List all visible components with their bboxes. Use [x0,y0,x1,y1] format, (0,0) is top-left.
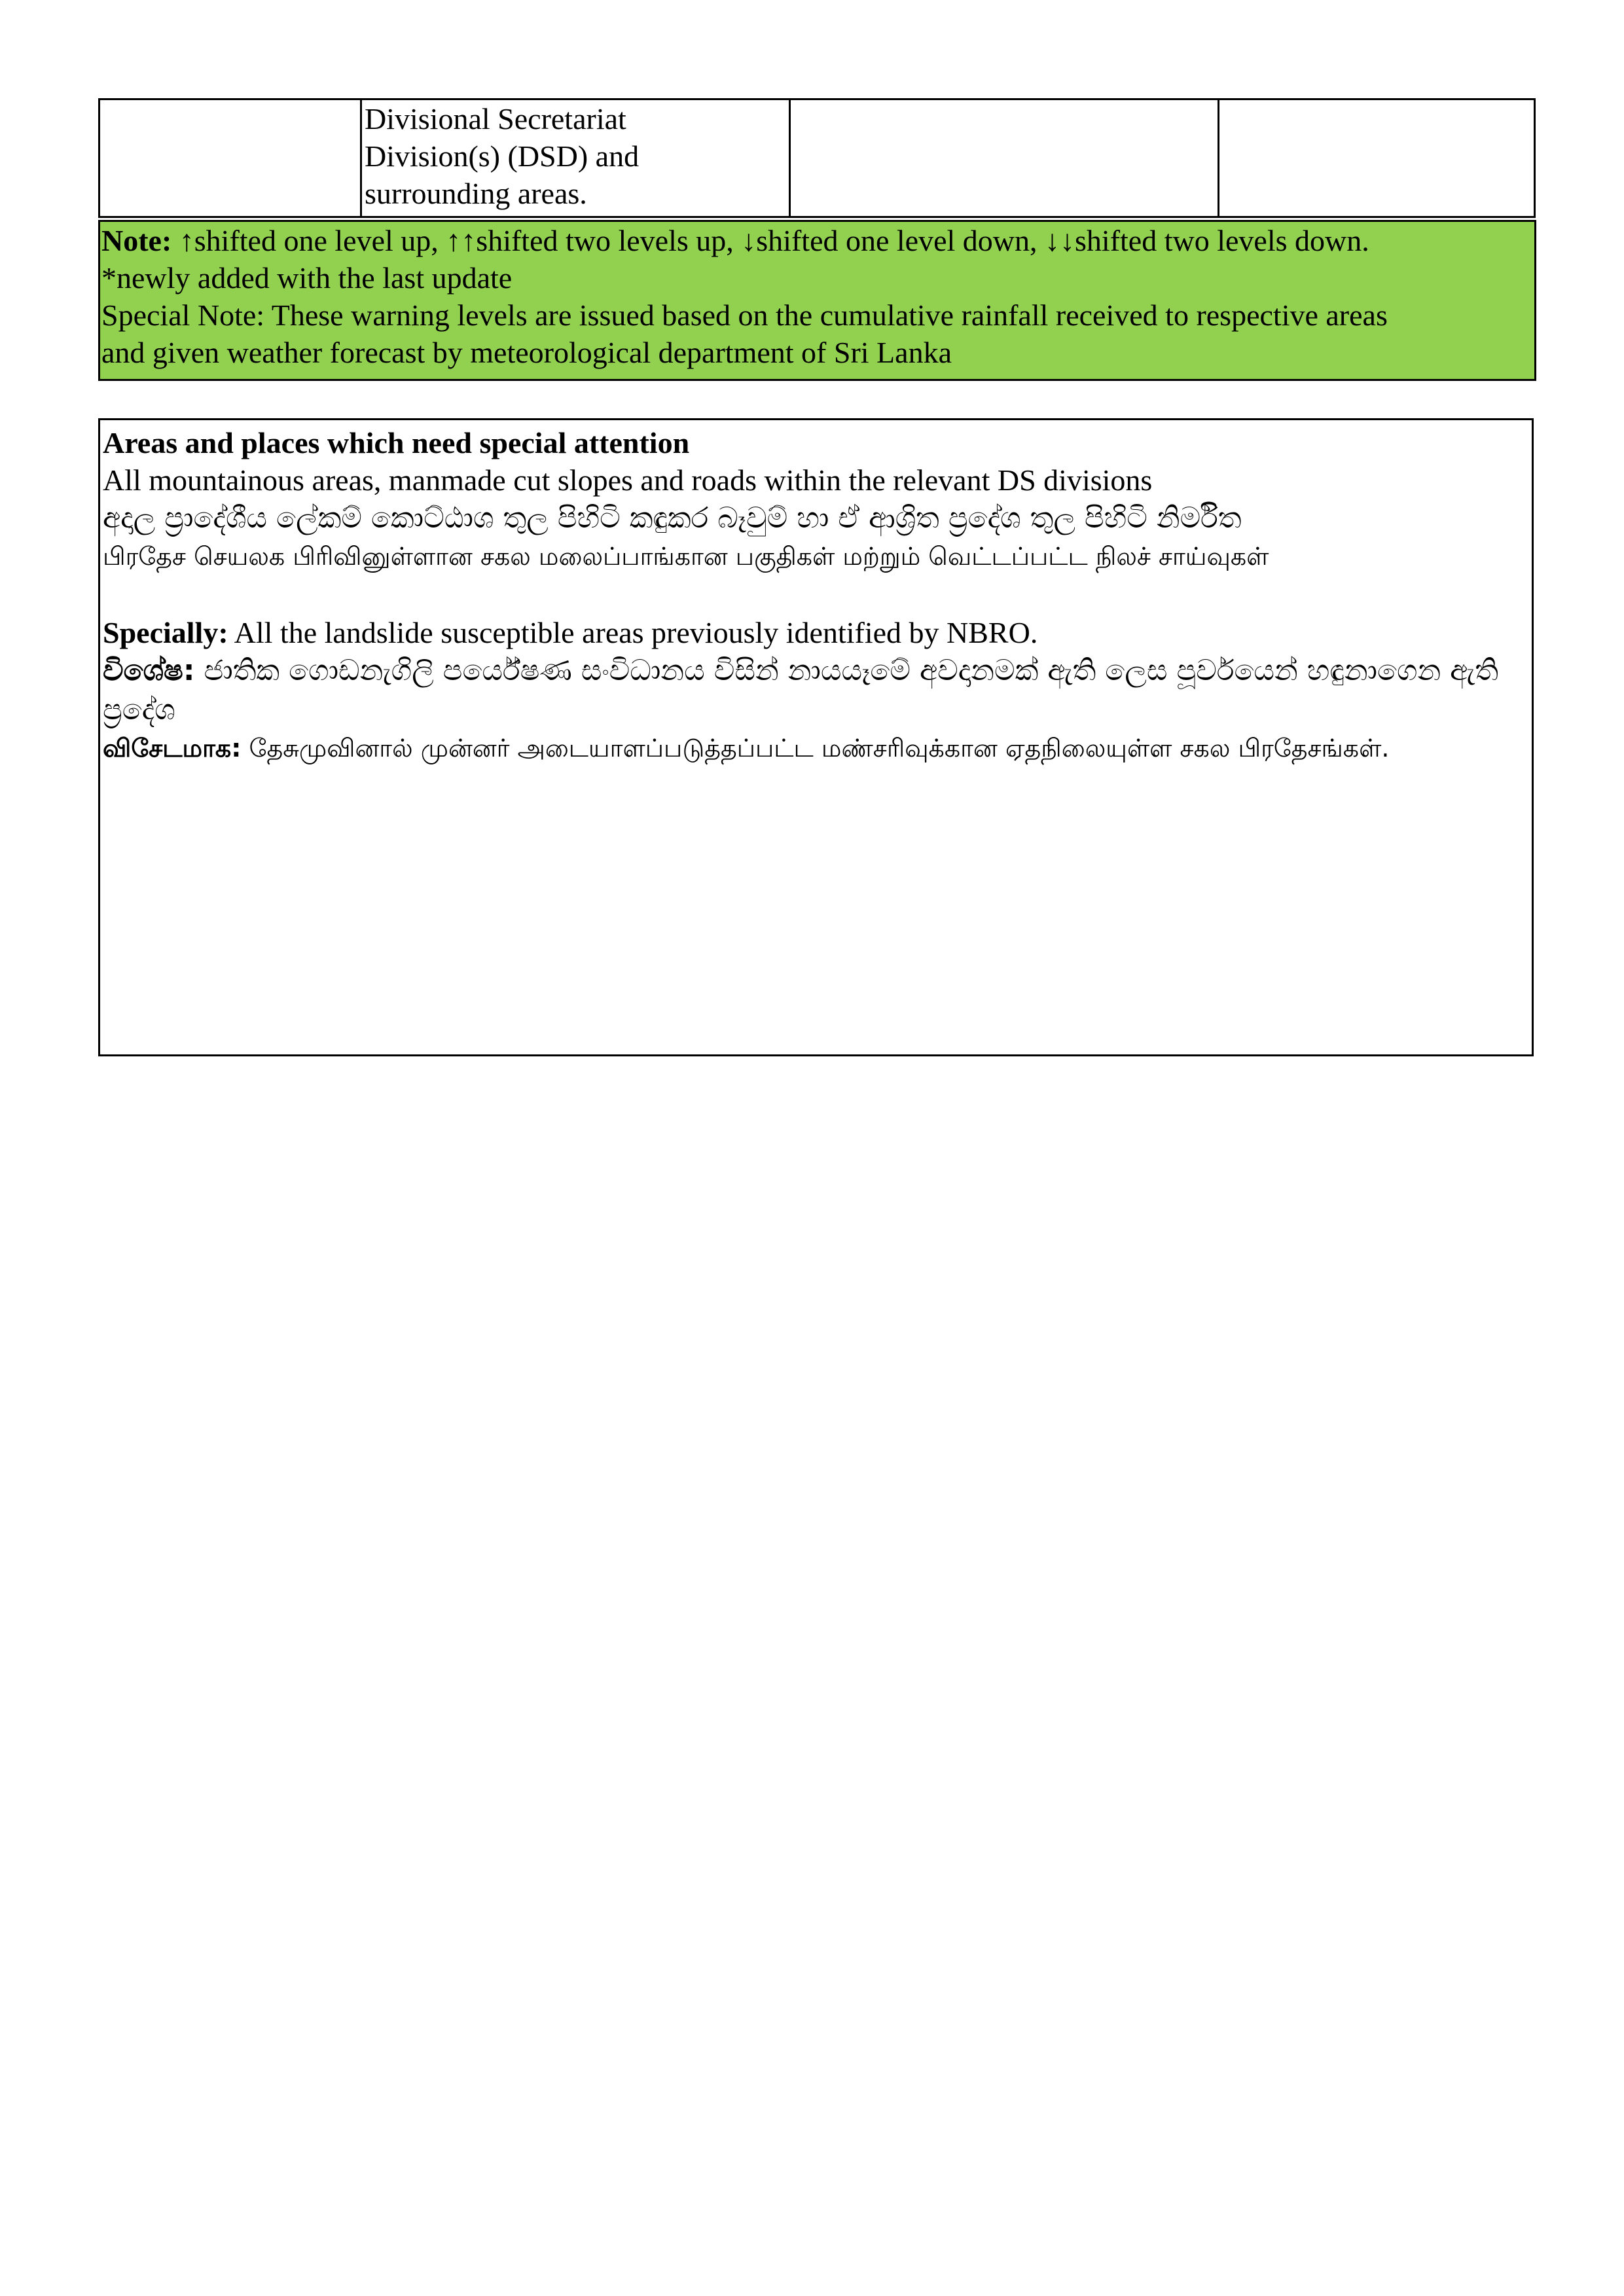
note-label: Note: [101,224,172,257]
table-row [99,99,1535,217]
sinhala-specially-text: ජාතික ගොඩනැගිලි පර්යේෂණ සංවිධානය විසින් නායයෑමේ අවදානමක් ඇති ලෙස පූර්වයෙන් හඳුනාගෙන ඇති ප්‍රදේශ [103,654,1499,726]
spacer [103,575,1529,614]
table-cell-3 [790,99,1219,217]
table-cell-2 [361,99,790,217]
english-text: All mountainous areas, manmade cut slopes and roads within the relevant DS divisions [103,463,1153,497]
sinhala-specially-line [103,651,1529,730]
note-line-3: Special Note: These warning levels are issued based on the cumulative rainfall received to respective areas [101,298,1388,332]
cell-line: Division(s) (DSD) and [365,139,640,173]
section-heading: Areas and places which need special attention [103,426,690,459]
tamil-text: பிரதேச செயலக பிரிவினுள்ளான சகல மலைப்பாங்கான பகுதிகள் மற்றும் வெட்டப்பட்ட நிலச் சாய்வுகள் [103,542,1269,571]
table-cell-4 [1219,99,1535,217]
note-text: ↑shifted one level up, ↑↑shifted two levels up, ↓shifted one level down, ↓↓shifted two levels down. [171,224,1369,257]
tamil-specially-label: விசேடமாக: [103,734,242,762]
note-line-1 [101,222,1533,259]
specially-text: All the landslide susceptible areas previously identified by NBRO. [228,616,1038,649]
cell-line: surrounding areas. [365,177,587,210]
specially-line [103,614,1529,651]
cell-line: Divisional Secretariat [365,102,626,135]
note-box [98,220,1536,381]
tamil-specially-text: தேசுமுவினால் முன்னர் அடையாளப்படுத்தப்பட்ட மண்சரிவுக்கான ஏதநிலையுள்ள சகல பிரதேசங்கள். [241,734,1390,762]
continuation-table [98,98,1536,218]
sinhala-specially-label: විශේෂ: [103,654,195,687]
table-cell-1 [99,99,361,217]
sinhala-text: අදාල ප්‍රාදේශීය ලේකම් කොට්ඨාශ තුල පිහිටි කඳුකර බෑවුම් හා ඒ ආශ්‍රිත ප්‍රදේශ තුල පිහිටි නිර්මිත [103,501,1242,535]
tamil-specially-line [103,730,1529,766]
note-line-4: and given weather forecast by meteorological department of Sri Lanka [101,336,952,369]
note-line-2: *newly added with the last update [101,261,513,295]
special-attention-box [98,418,1534,1056]
specially-label: Specially: [103,616,228,649]
